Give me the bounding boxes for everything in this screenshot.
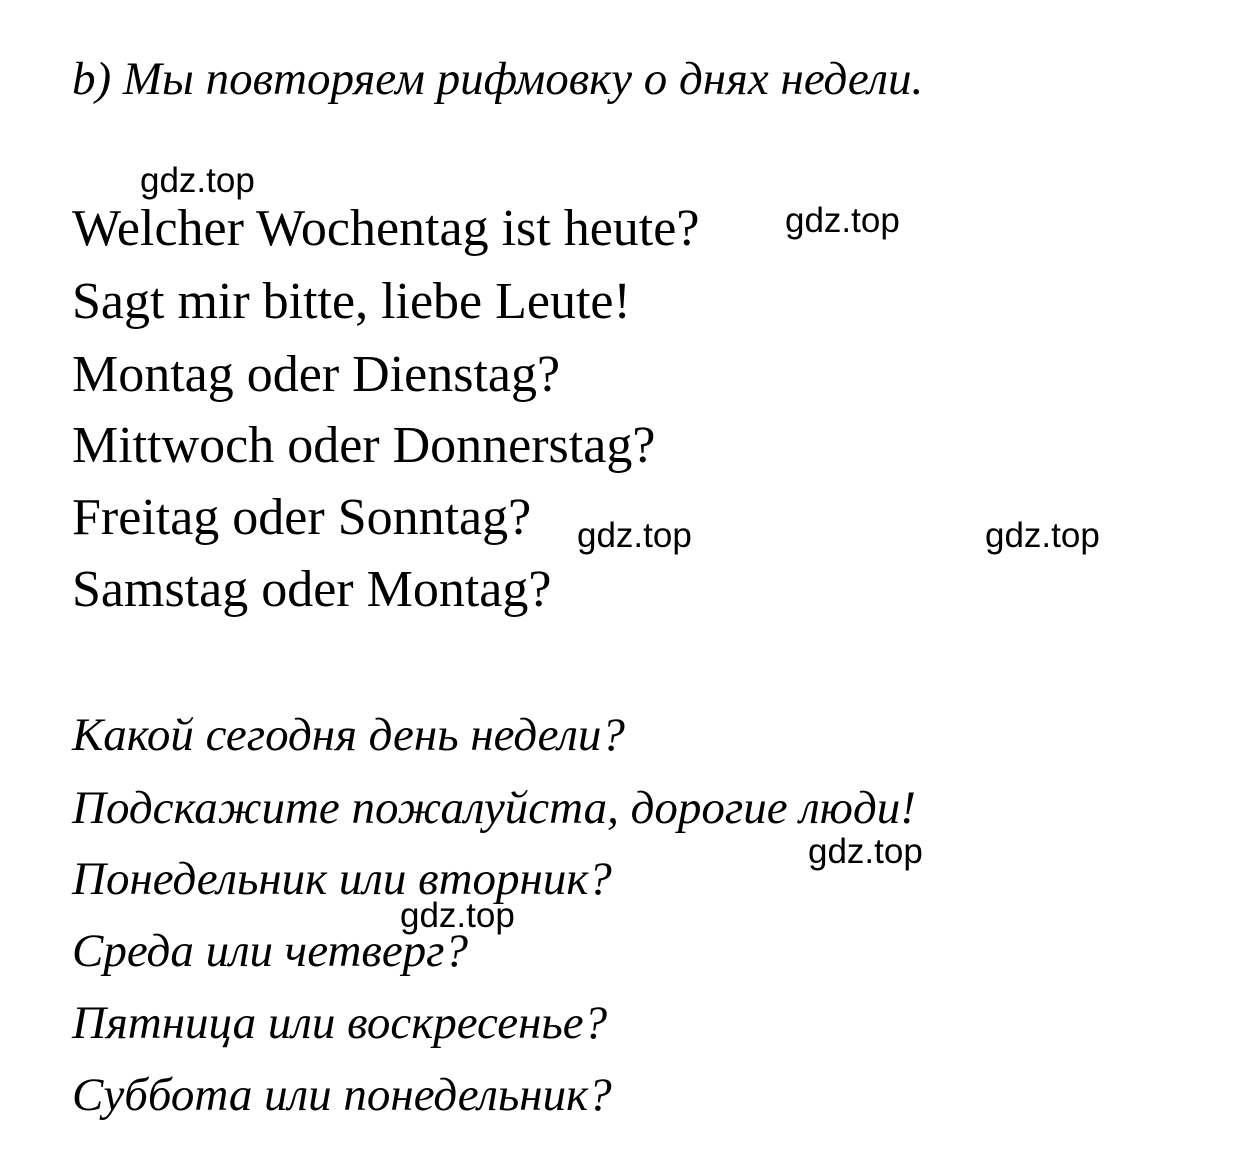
- german-line-3: Montag oder Dienstag?: [72, 346, 561, 403]
- russian-line-1: Какой сегодня день недели?: [72, 709, 625, 761]
- watermark: gdz.top: [400, 896, 515, 935]
- watermark: gdz.top: [985, 516, 1100, 555]
- russian-line-3: Понедельник или вторник?: [72, 853, 612, 905]
- russian-line-5: Пятница или воскресенье?: [72, 997, 608, 1049]
- russian-line-2: Подскажите пожалуйста, дорогие люди!: [72, 782, 916, 834]
- watermark: gdz.top: [785, 201, 900, 240]
- watermark: gdz.top: [140, 161, 255, 200]
- exercise-heading: b) Мы повторяем рифмовку о днях недели.: [72, 53, 924, 105]
- russian-line-6: Суббота или понедельник?: [72, 1069, 612, 1121]
- german-line-4: Mittwoch oder Donnerstag?: [72, 417, 656, 474]
- russian-line-4: Среда или четверг?: [72, 925, 469, 977]
- german-line-2: Sagt mir bitte, liebe Leute!: [72, 273, 631, 330]
- german-line-6: Samstag oder Montag?: [72, 561, 552, 618]
- watermark: gdz.top: [808, 832, 923, 871]
- watermark: gdz.top: [577, 516, 692, 555]
- german-line-5: Freitag oder Sonntag?: [72, 489, 532, 546]
- german-line-1: Welcher Wochentag ist heute?: [72, 200, 700, 257]
